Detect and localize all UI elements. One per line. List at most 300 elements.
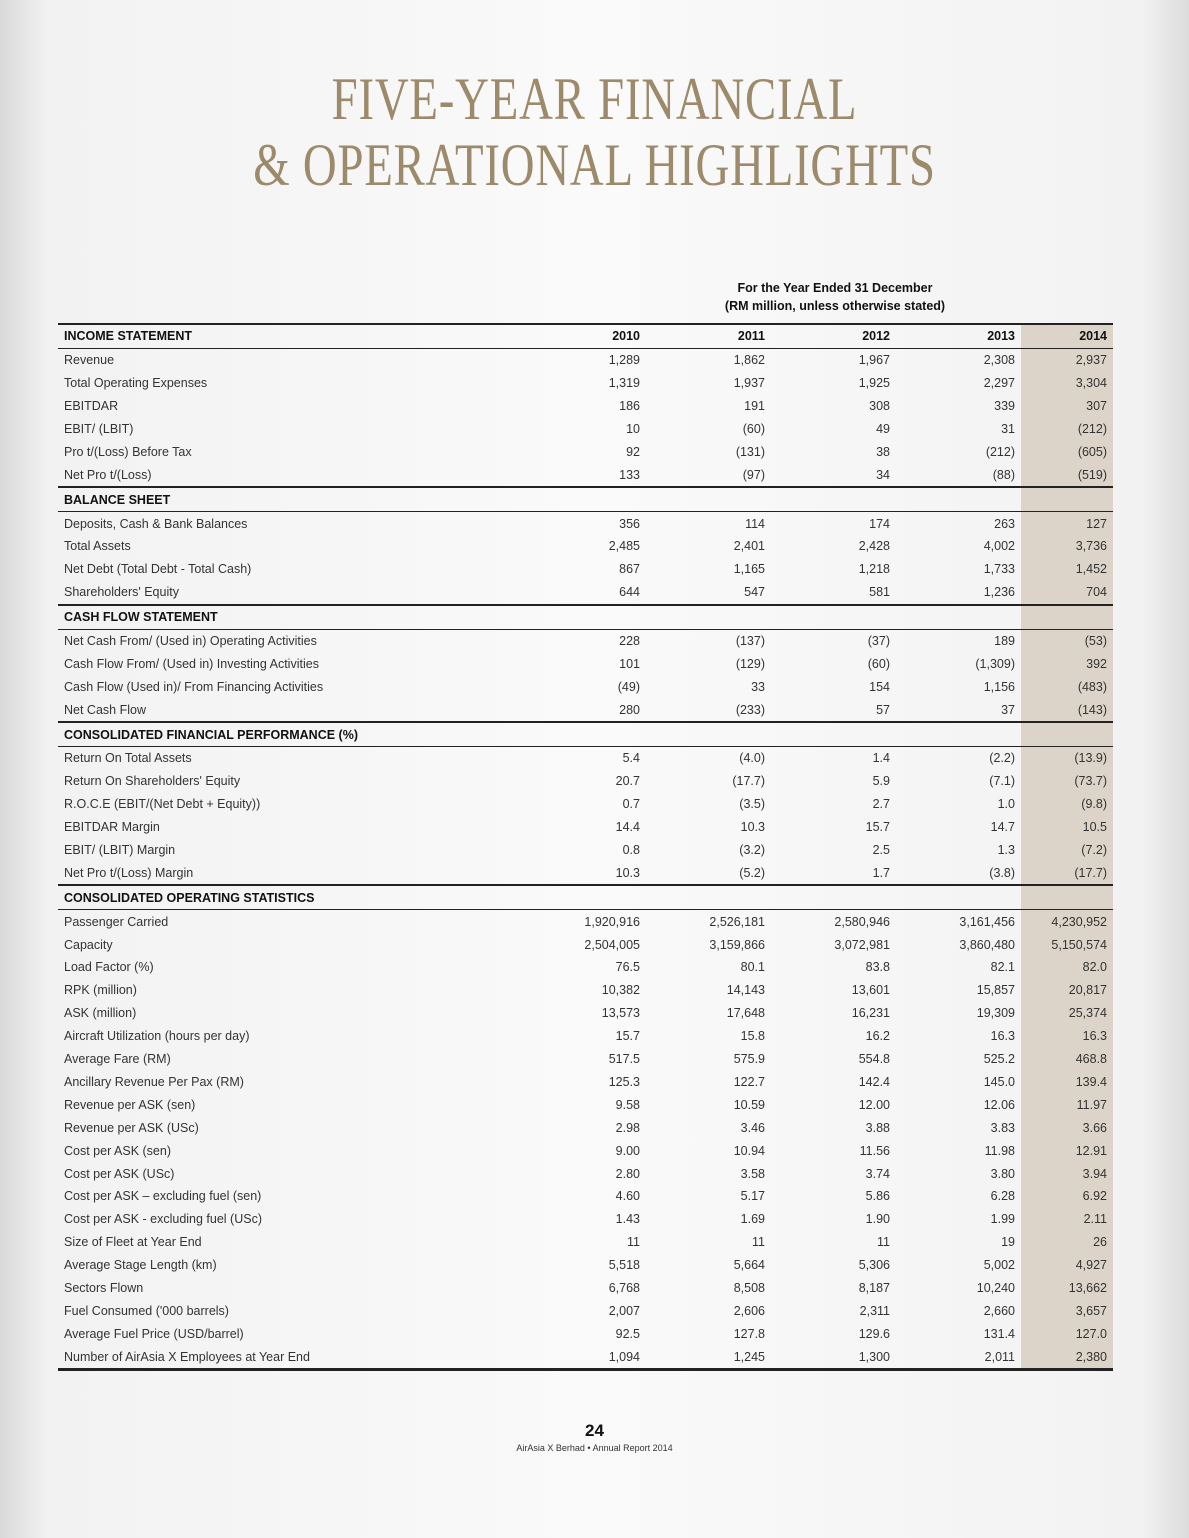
value-cell: 1,319 [608, 376, 640, 391]
section-title: CONSOLIDATED FINANCIAL PERFORMANCE (%) [58, 722, 521, 746]
value-cell: 1,862 [733, 353, 765, 368]
value-cell: (60) [867, 656, 890, 671]
empty-header-cell [521, 487, 646, 511]
row-label: Total Assets [64, 539, 131, 554]
subheading-units: (RM million, unless otherwise stated) [724, 299, 946, 313]
table-row [58, 440, 1113, 463]
value-cell: 5.9 [872, 774, 890, 789]
value-cell: 228 [619, 634, 640, 649]
empty-header-cell [521, 885, 646, 909]
empty-header-cell [1021, 487, 1113, 511]
value-cell: 8,187 [858, 1280, 890, 1295]
empty-header-cell [646, 605, 771, 629]
value-cell: 26 [1021, 1231, 1113, 1254]
value-cell: 356 [619, 516, 640, 531]
value-cell: 10.3 [615, 865, 640, 880]
value-cell: 3.83 [990, 1120, 1015, 1135]
section-title: CASH FLOW STATEMENT [58, 605, 521, 629]
value-cell: 10.5 [1021, 816, 1113, 839]
row-label: Aircraft Utilization (hours per day) [64, 1029, 250, 1044]
value-cell: 11.56 [859, 1143, 890, 1158]
table-row [58, 816, 1113, 839]
table-row [58, 698, 1113, 722]
row-label: Cost per ASK (sen) [64, 1143, 171, 1158]
value-cell: (88) [992, 467, 1015, 482]
table-row [58, 463, 1113, 487]
table-row [58, 1162, 1113, 1185]
row-label: Average Fare (RM) [64, 1052, 171, 1067]
value-cell: (49) [617, 679, 640, 694]
value-cell: 11 [752, 1235, 765, 1250]
row-label: Return On Shareholders' Equity [64, 774, 241, 789]
row-label: Cash Flow From/ (Used in) Investing Activities [64, 656, 319, 671]
value-cell: 392 [1021, 652, 1113, 675]
value-cell: 2,606 [733, 1303, 765, 1318]
value-cell: 5.4 [622, 751, 640, 766]
value-cell: 13,662 [1021, 1277, 1113, 1300]
table-row [58, 652, 1113, 675]
value-cell: 19,309 [976, 1006, 1015, 1021]
value-cell: (212) [985, 444, 1015, 459]
value-cell: 307 [1021, 395, 1113, 418]
table-row [58, 1322, 1113, 1345]
value-cell: 1,925 [858, 376, 890, 391]
section-header-row [58, 487, 1113, 511]
value-cell: 1,094 [521, 1345, 646, 1369]
value-cell: 11 [877, 1235, 890, 1250]
value-cell: 131.4 [983, 1326, 1015, 1341]
value-cell: (519) [1021, 463, 1113, 487]
value-cell: 10 [626, 422, 640, 436]
value-cell: 1,452 [1021, 558, 1113, 581]
value-cell: 0.8 [622, 843, 640, 858]
year-header: 2012 [771, 324, 896, 348]
value-cell: 1.90 [865, 1212, 890, 1227]
value-cell: 16.2 [865, 1029, 890, 1044]
financial-highlights-table [58, 323, 1113, 1371]
value-cell: 1,236 [983, 585, 1015, 600]
row-label: EBITDAR Margin [64, 820, 160, 835]
row-label: R.O.C.E (EBIT/(Net Debt + Equity)) [64, 797, 261, 812]
table-row [58, 979, 1113, 1002]
row-label: Net Pro t/(Loss) Margin [64, 865, 194, 880]
section-header-row [58, 885, 1113, 909]
value-cell: 16.3 [1021, 1025, 1113, 1048]
page-number: 24 [585, 1421, 604, 1440]
year-header: 2010 [521, 324, 646, 348]
row-label: Revenue [64, 353, 115, 368]
value-cell: 517.5 [608, 1052, 640, 1067]
value-cell: 1.43 [615, 1212, 640, 1227]
table-row [58, 675, 1113, 698]
value-cell: 114 [745, 516, 765, 531]
empty-header-cell [1021, 605, 1113, 629]
table-row [58, 581, 1113, 605]
value-cell: 20,817 [1021, 979, 1113, 1002]
table-row [58, 1002, 1113, 1025]
value-cell: 1.3 [997, 843, 1015, 858]
value-cell: 11.98 [984, 1143, 1015, 1158]
table-row [58, 770, 1113, 793]
row-label: Net Pro t/(Loss) [64, 467, 152, 482]
value-cell: 468.8 [1021, 1048, 1113, 1071]
page-title-line-2: & OPERATIONAL HIGHLIGHTS [253, 132, 936, 198]
page-footer [0, 1421, 1189, 1455]
page-title-line-1: FIVE-YEAR FINANCIAL [331, 66, 858, 132]
value-cell: 339 [994, 399, 1015, 414]
row-label: EBIT/ (LBIT) Margin [64, 843, 176, 858]
value-cell: 10.59 [733, 1097, 765, 1112]
value-cell: 2,297 [983, 376, 1015, 391]
table-row [58, 395, 1113, 418]
table-row [58, 1048, 1113, 1071]
value-cell: 3.88 [865, 1120, 890, 1135]
value-cell: 2,504,005 [584, 937, 640, 952]
value-cell: 12.00 [858, 1097, 890, 1112]
value-cell: 3.94 [1021, 1162, 1113, 1185]
value-cell: 10.94 [733, 1143, 765, 1158]
value-cell: 8,508 [733, 1280, 765, 1295]
row-label: Net Debt (Total Debt - Total Cash) [64, 562, 252, 577]
row-label: Cost per ASK - excluding fuel (USc) [64, 1212, 262, 1227]
value-cell: 4,230,952 [1021, 910, 1113, 933]
value-cell: 1,937 [733, 376, 765, 391]
value-cell: 3,657 [1021, 1299, 1113, 1322]
value-cell: (3.8) [989, 865, 1015, 880]
row-label: ASK (million) [64, 1006, 137, 1021]
value-cell: 1.7 [872, 865, 890, 880]
value-cell: 82.1 [990, 960, 1015, 975]
value-cell: 2,660 [983, 1303, 1015, 1318]
value-cell: 3,072,981 [834, 937, 890, 952]
value-cell: 9.00 [615, 1143, 640, 1158]
row-label: Cost per ASK – excluding fuel (sen) [64, 1189, 262, 1204]
value-cell: 11.97 [1021, 1093, 1113, 1116]
row-label: Size of Fleet at Year End [64, 1235, 202, 1250]
value-cell: 15.7 [865, 820, 890, 835]
value-cell: 125.3 [608, 1074, 640, 1089]
value-cell: 174 [869, 516, 890, 531]
report-name: AirAsia X Berhad • Annual Report 2014 [516, 1443, 673, 1453]
value-cell: 5,664 [733, 1258, 765, 1273]
value-cell: 12.91 [1021, 1139, 1113, 1162]
value-cell: (233) [735, 702, 765, 717]
value-cell: 2.98 [615, 1120, 640, 1135]
year-header: 2014 [1021, 324, 1113, 348]
row-label: Load Factor (%) [64, 960, 154, 975]
value-cell: 1,967 [858, 353, 890, 368]
table-row [58, 1025, 1113, 1048]
value-cell: 19 [1001, 1235, 1015, 1250]
empty-header-cell [896, 722, 1021, 746]
value-cell: 33 [751, 679, 765, 694]
table-row [58, 1071, 1113, 1094]
empty-header-cell [646, 885, 771, 909]
value-cell: 92 [626, 444, 640, 459]
value-cell: 127 [1021, 512, 1113, 535]
value-cell: 13,601 [851, 983, 890, 998]
value-cell: 2,485 [608, 539, 640, 554]
empty-header-cell [771, 487, 896, 511]
value-cell: 575.9 [733, 1052, 765, 1067]
table-row [58, 1231, 1113, 1254]
value-cell: (7.2) [1021, 839, 1113, 862]
value-cell: 127.0 [1021, 1322, 1113, 1345]
row-label: EBITDAR [64, 399, 119, 414]
value-cell: (605) [1021, 440, 1113, 463]
value-cell: 15.7 [615, 1029, 640, 1044]
value-cell: 17,648 [726, 1006, 765, 1021]
row-label: Revenue per ASK (USc) [64, 1120, 199, 1135]
table-row [58, 1345, 1113, 1369]
value-cell: 101 [619, 656, 640, 671]
table-row [58, 1139, 1113, 1162]
empty-header-cell [521, 605, 646, 629]
value-cell: (3.2) [739, 843, 765, 858]
value-cell: 3.46 [740, 1120, 765, 1135]
section-header-row [58, 324, 1113, 348]
table-row [58, 1093, 1113, 1116]
row-label: Cost per ASK (USc) [64, 1166, 175, 1181]
table-subheading [690, 279, 980, 315]
value-cell: (60) [742, 422, 765, 436]
table-row [58, 629, 1113, 652]
table-row [58, 1208, 1113, 1231]
row-label: Average Fuel Price (USD/barrel) [64, 1326, 244, 1341]
year-header: 2011 [646, 324, 771, 348]
value-cell: (17.7) [732, 774, 765, 789]
value-cell: 2.5 [872, 843, 890, 858]
value-cell: 154 [869, 679, 890, 694]
table-row [58, 861, 1113, 885]
value-cell: 3.58 [740, 1166, 765, 1181]
empty-header-cell [521, 722, 646, 746]
value-cell: (53) [1021, 629, 1113, 652]
value-cell: 25,374 [1021, 1002, 1113, 1025]
value-cell: 142.4 [858, 1074, 890, 1089]
table-row [58, 956, 1113, 979]
table-row [58, 1116, 1113, 1139]
value-cell: 280 [619, 702, 640, 717]
value-cell: 867 [619, 562, 640, 577]
value-cell: 133 [619, 467, 640, 482]
value-cell: 3.74 [865, 1166, 890, 1181]
value-cell: 10,382 [601, 983, 640, 998]
value-cell: 0.7 [622, 797, 640, 812]
value-cell: 6,768 [608, 1280, 640, 1295]
value-cell: (9.8) [1021, 793, 1113, 816]
value-cell: 2,007 [608, 1303, 640, 1318]
value-cell: 57 [876, 702, 890, 717]
value-cell: 14.7 [990, 820, 1015, 835]
value-cell: 3,736 [1021, 535, 1113, 558]
value-cell: (137) [735, 634, 765, 649]
value-cell: 1,156 [983, 679, 1015, 694]
value-cell: 38 [876, 444, 890, 459]
value-cell: 122.7 [733, 1074, 765, 1089]
value-cell: 2,380 [1021, 1345, 1113, 1369]
value-cell: 5,002 [983, 1258, 1015, 1273]
table-row [58, 512, 1113, 535]
section-title: INCOME STATEMENT [58, 324, 521, 348]
value-cell: 3.66 [1021, 1116, 1113, 1139]
value-cell: (17.7) [1021, 861, 1113, 885]
value-cell: (37) [867, 634, 890, 649]
value-cell: (143) [1021, 698, 1113, 722]
value-cell: (73.7) [1021, 770, 1113, 793]
row-label: Capacity [64, 937, 113, 952]
value-cell: 1.4 [872, 751, 890, 766]
value-cell: 1,733 [983, 562, 1015, 577]
value-cell: 2,011 [896, 1345, 1021, 1369]
row-label: Sectors Flown [64, 1280, 144, 1295]
value-cell: 1,289 [608, 353, 640, 368]
empty-header-cell [896, 487, 1021, 511]
value-cell: 145.0 [983, 1074, 1015, 1089]
row-label: Return On Total Assets [64, 751, 192, 766]
value-cell: 186 [619, 399, 640, 414]
row-label: Net Cash From/ (Used in) Operating Activities [64, 634, 317, 649]
value-cell: 4,002 [983, 539, 1015, 554]
value-cell: 704 [1021, 581, 1113, 605]
value-cell: 5.86 [865, 1189, 890, 1204]
value-cell: 3,860,480 [959, 937, 1015, 952]
value-cell: 1.99 [990, 1212, 1015, 1227]
row-label: Ancillary Revenue Per Pax (RM) [64, 1074, 244, 1089]
table-row [58, 793, 1113, 816]
value-cell: 83.8 [865, 960, 890, 975]
value-cell: 2,526,181 [709, 914, 765, 929]
value-cell: (97) [742, 467, 765, 482]
value-cell: 525.2 [983, 1052, 1015, 1067]
value-cell: 2,580,946 [834, 914, 890, 929]
value-cell: 4.60 [615, 1189, 640, 1204]
table-body [58, 324, 1113, 1370]
value-cell: 2,308 [983, 353, 1015, 368]
value-cell: 1,920,916 [584, 914, 640, 929]
value-cell: 14,143 [726, 983, 765, 998]
section-header-row [58, 605, 1113, 629]
value-cell: 129.6 [858, 1326, 890, 1341]
value-cell: 80.1 [740, 960, 765, 975]
value-cell: (2.2) [989, 751, 1015, 766]
value-cell: 1.0 [997, 797, 1015, 812]
table-row [58, 1299, 1113, 1322]
table-row [58, 747, 1113, 770]
empty-header-cell [896, 605, 1021, 629]
table-row [58, 558, 1113, 581]
empty-header-cell [1021, 885, 1113, 909]
table-row [58, 839, 1113, 862]
page-title [131, 66, 1058, 198]
row-label: Revenue per ASK (sen) [64, 1097, 196, 1112]
value-cell: 4,927 [1021, 1254, 1113, 1277]
value-cell: 3,161,456 [959, 914, 1015, 929]
value-cell: 1,165 [733, 562, 765, 577]
value-cell: 2,401 [733, 539, 765, 554]
value-cell: 5,518 [608, 1258, 640, 1273]
empty-header-cell [1021, 722, 1113, 746]
value-cell: 5,150,574 [1021, 933, 1113, 956]
row-label: Fuel Consumed ('000 barrels) [64, 1303, 229, 1318]
empty-header-cell [646, 722, 771, 746]
value-cell: 1,218 [858, 562, 890, 577]
value-cell: 3.80 [990, 1166, 1015, 1181]
value-cell: 191 [744, 399, 765, 414]
value-cell: 10.3 [740, 820, 765, 835]
table-row [58, 372, 1113, 395]
value-cell: 2.11 [1021, 1208, 1113, 1231]
value-cell: (3.5) [739, 797, 765, 812]
value-cell: 20.7 [615, 774, 640, 789]
row-label: Pro t/(Loss) Before Tax [64, 444, 192, 459]
value-cell: (4.0) [739, 751, 765, 766]
value-cell: (212) [1021, 418, 1113, 441]
row-label: Total Operating Expenses [64, 376, 208, 391]
value-cell: (5.2) [739, 865, 765, 880]
value-cell: (7.1) [989, 774, 1015, 789]
value-cell: 644 [619, 585, 640, 600]
section-title: BALANCE SHEET [58, 487, 521, 511]
value-cell: 6.28 [990, 1189, 1015, 1204]
year-header: 2013 [896, 324, 1021, 348]
row-label: Passenger Carried [64, 914, 169, 929]
value-cell: 92.5 [615, 1326, 640, 1341]
section-title: CONSOLIDATED OPERATING STATISTICS [58, 885, 521, 909]
value-cell: (1,309) [975, 656, 1015, 671]
value-cell: 2.7 [872, 797, 890, 812]
value-cell: 263 [994, 516, 1015, 531]
value-cell: 5.17 [740, 1189, 765, 1204]
table-row [58, 1277, 1113, 1300]
value-cell: 5,306 [858, 1258, 890, 1273]
row-label: Average Stage Length (km) [64, 1258, 217, 1273]
value-cell: 189 [994, 634, 1015, 649]
value-cell: 3,159,866 [709, 937, 765, 952]
table-row [58, 348, 1113, 371]
row-label: Number of AirAsia X Employees at Year End [58, 1345, 521, 1369]
value-cell: 15.8 [740, 1029, 765, 1044]
row-label: Shareholders' Equity [64, 585, 179, 600]
value-cell: 16,231 [851, 1006, 890, 1021]
value-cell: 581 [869, 585, 890, 600]
empty-header-cell [646, 487, 771, 511]
table-row [58, 418, 1113, 441]
value-cell: 13,573 [601, 1006, 640, 1021]
value-cell: (129) [735, 656, 765, 671]
value-cell: 1.69 [740, 1212, 765, 1227]
value-cell: 1,300 [771, 1345, 896, 1369]
value-cell: 82.0 [1021, 956, 1113, 979]
value-cell: 10,240 [976, 1280, 1015, 1295]
value-cell: 37 [1001, 702, 1015, 717]
row-label: Cash Flow (Used in)/ From Financing Activities [64, 679, 324, 694]
value-cell: 547 [744, 585, 765, 600]
value-cell: 127.8 [733, 1326, 765, 1341]
table-row [58, 1185, 1113, 1208]
value-cell: 2,311 [859, 1303, 890, 1318]
empty-header-cell [771, 885, 896, 909]
row-label: Net Cash Flow [64, 702, 146, 717]
value-cell: 16.3 [990, 1029, 1015, 1044]
table-row [58, 910, 1113, 933]
value-cell: (131) [735, 444, 765, 459]
value-cell: 554.8 [858, 1052, 890, 1067]
row-label: RPK (million) [64, 983, 137, 998]
table-row [58, 1254, 1113, 1277]
value-cell: 14.4 [615, 820, 640, 835]
value-cell: 308 [869, 399, 890, 414]
